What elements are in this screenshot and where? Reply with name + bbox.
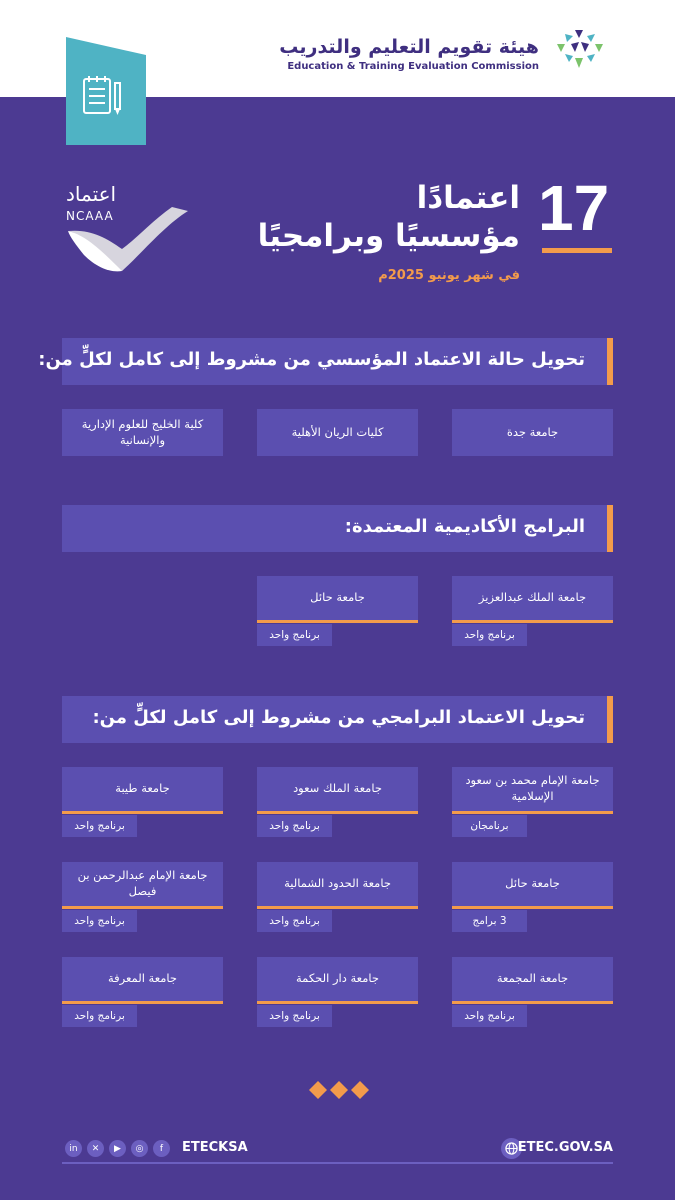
x-icon[interactable]: ✕: [87, 1140, 104, 1157]
university-card: جامعة دار الحكمة: [257, 957, 418, 1004]
section-institutional-conversion: [38, 338, 613, 385]
section-accredited-programs: [62, 505, 613, 552]
section-title: البرامج الأكاديمية المعتمدة:: [344, 516, 585, 537]
org-name-en: Education & Training Evaluation Commission: [287, 61, 539, 72]
institution-card: كليات الريان الأهلية: [257, 409, 418, 456]
count-underline: [542, 248, 612, 253]
university-card: جامعة الملك عبدالعزيز: [452, 576, 613, 623]
program-count-tag: برنامجان: [452, 815, 527, 837]
program-count-tag: برنامج واحد: [257, 815, 332, 837]
university-card: جامعة طيبة: [62, 767, 223, 814]
org-name-ar: هيئة تقويم التعليم والتدريب: [279, 36, 539, 58]
linkedin-icon[interactable]: in: [65, 1140, 82, 1157]
section-program-conversion: [62, 696, 613, 743]
program-count-tag: برنامج واحد: [62, 815, 137, 837]
university-card: جامعة الإمام محمد بن سعود الإسلامية: [452, 767, 613, 814]
program-count-tag: برنامج واحد: [62, 910, 137, 932]
ncaaa-name-ar: اعتماد: [66, 182, 117, 206]
social-handle[interactable]: ETECKSA: [182, 1140, 248, 1155]
etec-logo-icon: [545, 24, 615, 74]
program-count-tag: برنامج واحد: [62, 1005, 137, 1027]
hero-title-line1: اعتمادًا: [416, 180, 520, 216]
hero-date: في شهر يونيو 2025م: [378, 268, 520, 283]
program-count-tag: برنامج واحد: [257, 910, 332, 932]
facebook-icon[interactable]: f: [153, 1140, 170, 1157]
document-tab-icon: [66, 37, 146, 145]
section-title: تحويل الاعتماد البرامجي من مشروط إلى كامل لكلٍّ من:: [92, 707, 585, 728]
university-card: جامعة حائل: [452, 862, 613, 909]
institution-card: كلية الخليج للعلوم الإدارية والإنسانية: [62, 409, 223, 456]
accreditation-count: 17: [538, 172, 610, 244]
university-card: جامعة الحدود الشمالية: [257, 862, 418, 909]
hero-title-line2: مؤسسيًا وبرامجيًا: [257, 218, 520, 254]
diamond-divider-icon: [308, 1080, 370, 1100]
instagram-icon[interactable]: ◎: [131, 1140, 148, 1157]
program-count-tag: برنامج واحد: [257, 624, 332, 646]
university-card: جامعة حائل: [257, 576, 418, 623]
ncaaa-name-en: NCAAA: [66, 209, 114, 223]
institution-card: جامعة جدة: [452, 409, 613, 456]
website-link[interactable]: ETEC.GOV.SA: [517, 1140, 613, 1155]
footer-divider: [62, 1162, 613, 1164]
program-count-tag: برنامج واحد: [452, 624, 527, 646]
program-count-tag: 3 برامج: [452, 910, 527, 932]
university-card: جامعة المجمعة: [452, 957, 613, 1004]
university-card: جامعة الملك سعود: [257, 767, 418, 814]
university-card: جامعة الإمام عبدالرحمن بن فيصل: [62, 862, 223, 909]
program-count-tag: برنامج واحد: [257, 1005, 332, 1027]
program-count-tag: برنامج واحد: [452, 1005, 527, 1027]
youtube-icon[interactable]: ▶: [109, 1140, 126, 1157]
section-title: تحويل حالة الاعتماد المؤسسي من مشروط إلى كامل لكلٍّ من:: [38, 349, 585, 370]
university-card: جامعة المعرفة: [62, 957, 223, 1004]
